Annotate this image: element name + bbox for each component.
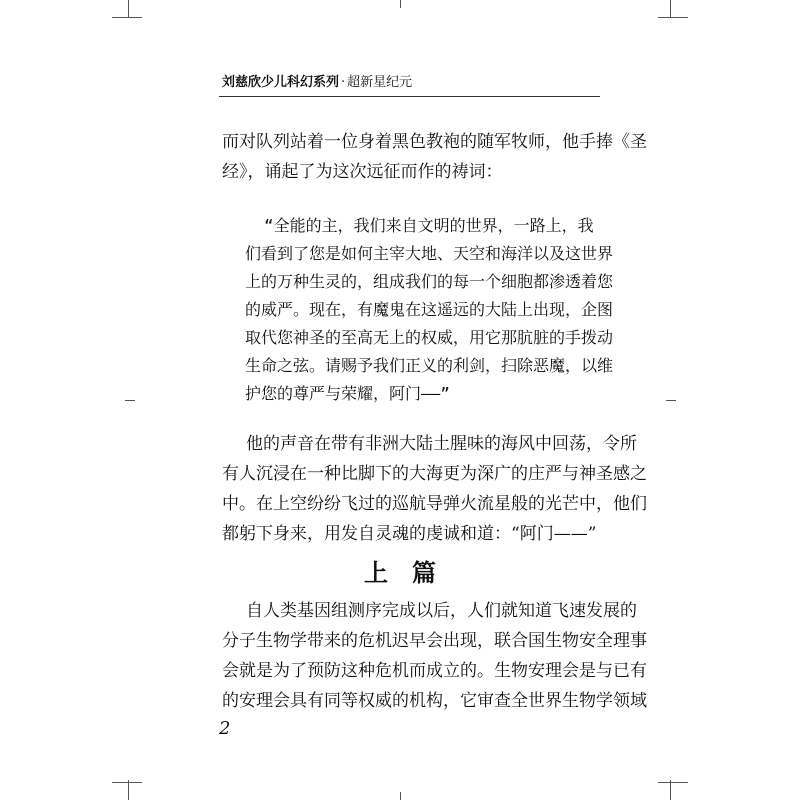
crop-mark-left-center	[125, 400, 135, 401]
main-line-2: 分子生物学带来的危机迟早会出现，联合国生物安全理事	[222, 631, 647, 651]
prayer-line-6: 生命之弦。请赐予我们正义的利剑，扫除恶魔，以维	[245, 356, 614, 375]
voice-line-4: 都躬下身来，用发自灵魂的虔诚和道：“阿门——”	[222, 524, 597, 544]
voice-line-3: 中。在上空纷纷飞过的巡航导弹火流星般的光芒中，他们	[222, 494, 647, 514]
prayer-line-2: 们看到了您是如何主宰大地、天空和海洋以及这世界	[245, 244, 614, 263]
crop-mark-right-center	[666, 400, 676, 401]
running-head	[222, 75, 412, 91]
voice-line-1: 他的声音在带有非洲大陆土腥味的海风中回荡，令所	[246, 434, 637, 454]
book-title: 超新星纪元	[347, 75, 413, 90]
crop-mark-top-right-horizontal	[658, 17, 688, 18]
page-number: 2	[219, 718, 231, 739]
main-line-4: 的安理会具有同等权威的机构，它审查全世界生物学领域	[222, 691, 647, 711]
prayer-line-4: 的威严。现在，有魔鬼在这遥远的大陆上出现，企图	[245, 300, 614, 319]
main-line-3: 会就是为了预防这种危机而成立的。生物安理会是与已有	[222, 661, 647, 681]
crop-mark-bottom-center	[400, 792, 401, 800]
header-rule	[219, 96, 600, 97]
crop-mark-bottom-left-horizontal	[112, 782, 142, 783]
header-separator: ·	[341, 75, 346, 90]
crop-mark-top-left-vertical	[128, 0, 129, 18]
intro-line-2: 经》，诵起了为这次远征而作的祷词：	[222, 162, 503, 182]
crop-mark-top-right-vertical	[670, 0, 671, 18]
voice-line-2: 有人沉浸在一种比脚下的大海更为深广的庄严与神圣感之	[222, 464, 647, 484]
crop-mark-bottom-right-vertical	[670, 780, 671, 800]
prayer-line-5: 取代您神圣的至高无上的权威，用它那肮脏的手拨动	[245, 328, 614, 347]
prayer-line-7: 护您的尊严与荣耀，阿门——”	[245, 384, 450, 403]
crop-mark-bottom-left-vertical	[128, 780, 129, 800]
main-line-1: 自人类基因组测序完成以后，人们就知道飞速发展的	[246, 601, 637, 621]
section-title: 上篇	[364, 558, 460, 587]
crop-mark-bottom-right-horizontal	[658, 782, 688, 783]
series-title: 刘慈欣少儿科幻系列	[222, 75, 340, 90]
crop-mark-top-center	[400, 0, 401, 8]
intro-line-1: 而对队列站着一位身着黑色教袍的随军牧师，他手捧《圣	[222, 132, 647, 152]
prayer-line-3: 上的万种生灵的，组成我们的每一个细胞都渗透着您	[245, 272, 614, 291]
crop-mark-top-left-horizontal	[112, 17, 142, 18]
prayer-line-1: “全能的主，我们来自文明的世界，一路上，我	[264, 216, 594, 235]
